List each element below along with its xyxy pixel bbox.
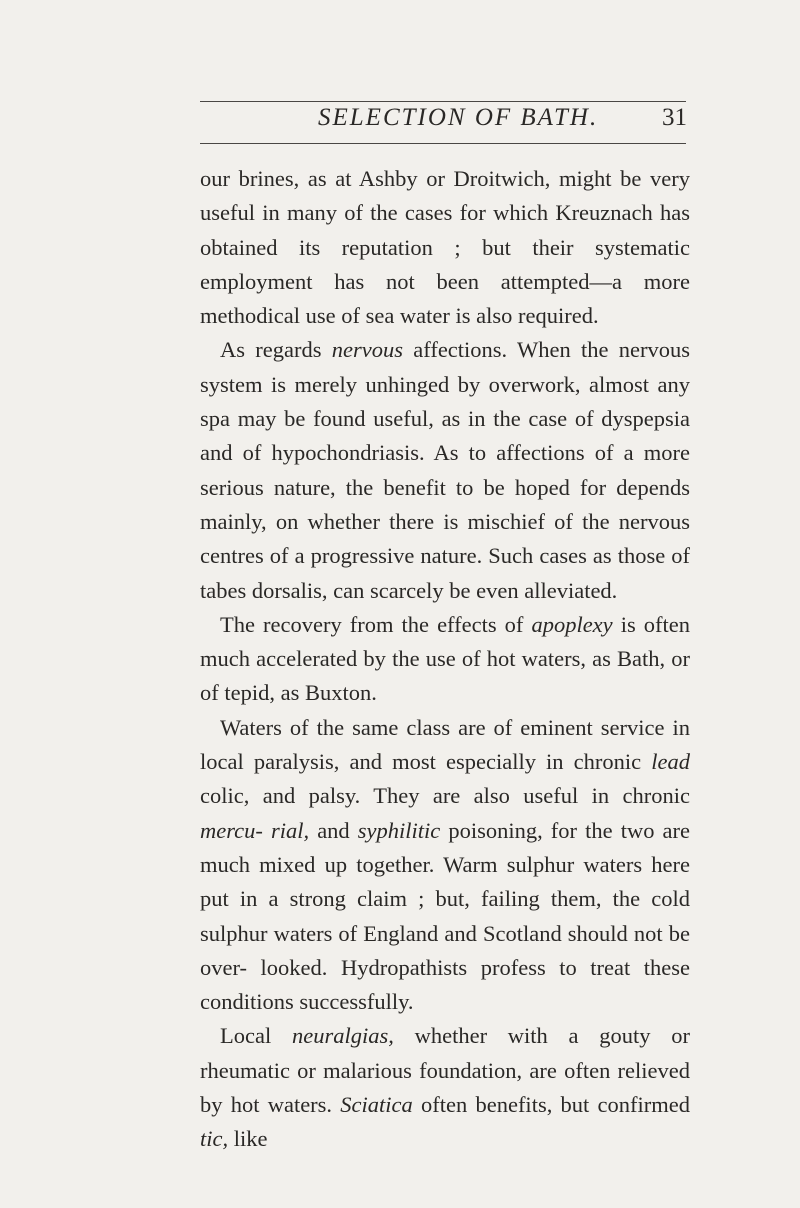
text-run: whether with a gouty or rheumatic or malarious foundation, are often relieved by hot waters. xyxy=(200,1023,691,1118)
italic-term: syphilitic xyxy=(357,817,441,843)
italic-term: Sciatica xyxy=(340,1092,413,1118)
italic-term: mercu- rial, xyxy=(200,817,310,843)
running-title: SELECTION OF BATH. xyxy=(318,104,599,131)
page-number: 31 xyxy=(662,104,687,131)
text-run: like xyxy=(228,1126,268,1152)
body-text xyxy=(200,162,690,1157)
text-run: Waters of the same class are of eminent service in local paralysis, and most especially in chronic xyxy=(200,714,690,775)
paragraph-2 xyxy=(200,333,690,607)
header-rule-top xyxy=(200,101,686,102)
italic-term: apoplexy xyxy=(531,611,613,637)
paragraph-5 xyxy=(200,1019,690,1156)
text-run: and xyxy=(309,817,358,843)
italic-term: lead xyxy=(651,749,690,775)
text-run: often benefits, but confirmed xyxy=(412,1092,690,1118)
text-run: The recovery from the effects of xyxy=(220,611,532,637)
text-run: As regards xyxy=(220,337,332,363)
header-rule-bottom xyxy=(200,143,686,144)
paragraph-3 xyxy=(200,608,690,711)
text-run: poisoning, for the two are much mixed up together. Warm sulphur waters here put in a strong claim ; but, failing them, the cold sulphur waters of England and Scotland should not be over- looked. Hydropathists profess to treat these conditions successfully. xyxy=(200,817,690,1015)
italic-term: neuralgias, xyxy=(291,1023,394,1049)
italic-term: nervous xyxy=(331,337,403,363)
paragraph-text: our brines, as at Ashby or Droitwich, might be very useful in many of the cases for which Kreuznach has obtained its reputation ; but their systematic employment has not been attempted—a more methodical use of sea water is also required. xyxy=(200,166,690,329)
italic-term: tic, xyxy=(200,1126,229,1152)
text-run: affections. When the nervous system is merely unhinged by overwork, almost any spa may be found useful, as in the case of dyspepsia and of hypochondriasis. As to affections of a more serious nature, the benefit to be hoped for depends mainly, on whether there is mischief of the nervous centres of a progressive nature. Such cases as those of tabes dorsalis, can scarcely be even alleviated. xyxy=(200,337,690,603)
paragraph-4 xyxy=(200,711,690,1020)
text-run: Local xyxy=(220,1023,292,1049)
paragraph-1 xyxy=(200,162,690,333)
text-run: is often much accelerated by the use of hot waters, as Bath, or of tepid, as Buxton. xyxy=(200,611,690,706)
text-run: colic, and palsy. They are also useful in chronic xyxy=(200,783,690,809)
